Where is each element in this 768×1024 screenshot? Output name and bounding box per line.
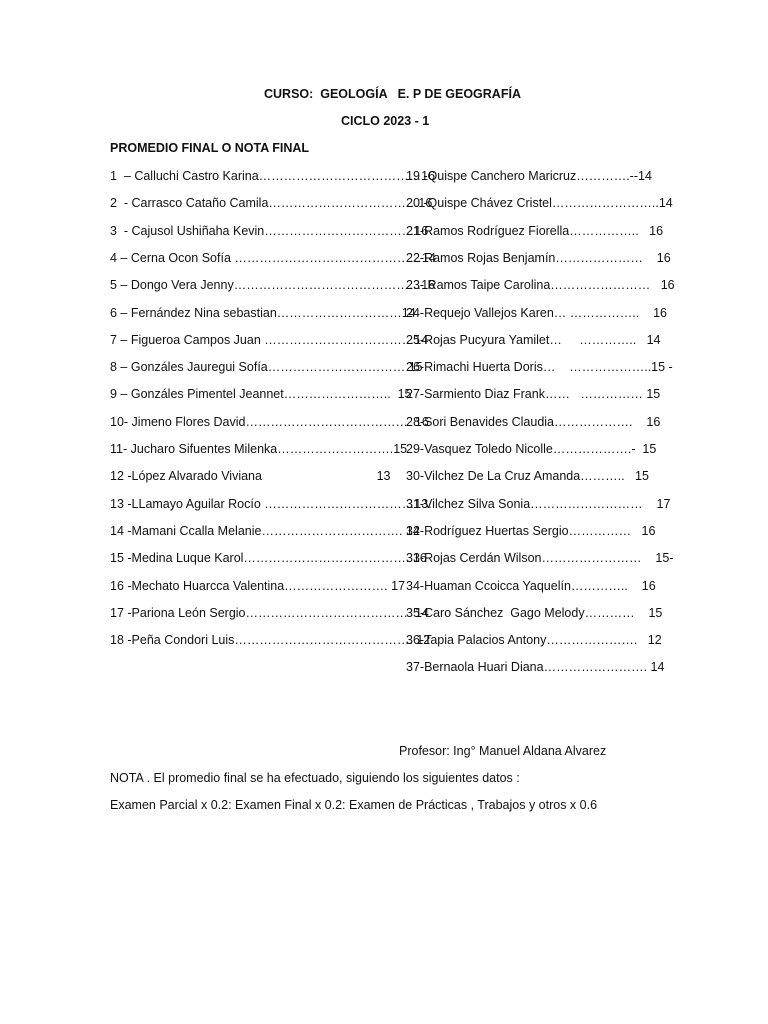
grade-entry: 22-Ramos Rojas Benjamín………………… 16 xyxy=(406,250,671,265)
grade-entry: 15 -Medina Luque Karol…………………………………. 16 xyxy=(110,551,427,566)
grade-entry: 1 – Calluchi Castro Karina…………………………………16 xyxy=(110,169,436,183)
grade-entry: 18 -Peña Condori Luis……………………………………. 12 xyxy=(110,633,431,648)
grade-entry: 30-Vilchez De La Cruz Amanda……….. 15 xyxy=(406,469,649,484)
grade-entry: 2 - Carrasco Cataño Camila………………………………16 xyxy=(110,196,433,211)
grade-entry: 36-Tapia Palacios Antony…………………. 12 xyxy=(406,633,662,648)
grade-entry: 12 -López Alvarado Viviana 13 xyxy=(110,469,391,484)
grade-entry: 21-Ramos Rodríguez Fiorella…………….. 16 xyxy=(406,223,664,238)
grade-entry: 37-Bernaola Huari Diana……………………. 14 xyxy=(406,660,665,675)
grade-formula: Examen Parcial x 0.2: Examen Final x 0.2: Examen de Prácticas , Trabajos y otros x 0.6 xyxy=(110,798,598,812)
grade-entry: 4 – Cerna Ocon Sofía ………………………………………14 xyxy=(110,250,436,265)
grade-entry: 31-Vilchez Silva Sonia……………………… 17 xyxy=(406,496,671,511)
grade-entry: 24-Requejo Vallejos Karen… …………….. 16 xyxy=(406,305,667,320)
grade-entry: 28-Sori Benavides Claudia………………. 16 xyxy=(406,414,661,429)
grade-entry: 7 – Figueroa Campos Juan ………………………………14 xyxy=(110,332,429,347)
grade-entry: 6 – Fernández Nina sebastian…………………………14 xyxy=(110,305,416,320)
professor-name: Profesor: Ing° Manuel Aldana Alvarez xyxy=(399,744,607,758)
grade-entry: 14 -Mamani Ccalla Melanie……………………………. 14 xyxy=(110,523,420,538)
grade-entry: 35-Caro Sánchez Gago Melody………… 15 xyxy=(406,605,663,620)
section-title: PROMEDIO FINAL O NOTA FINAL xyxy=(110,141,310,155)
grade-entry: 29-Vasquez Toledo Nicolle……………….- 15 xyxy=(406,442,657,456)
grade-entry: 11- Jucharo Sifuentes Milenka……………………….15 xyxy=(110,442,408,456)
cycle-heading: CICLO 2023 - 1 xyxy=(341,114,430,128)
grade-entry: 25-Rojas Pucyura Yamilet… ………….. 14 xyxy=(406,332,661,347)
grade-entry: 3 - Cajusol Ushiñaha Kevin………………………………16 xyxy=(110,223,429,238)
grade-entry: 33-Rojas Cerdán Wilson…………………… 15- xyxy=(406,551,674,566)
grade-entry: 10- Jimeno Flores David………………………………… 16 xyxy=(110,414,429,429)
grade-note: NOTA . El promedio final se ha efectuado, siguiendo los siguientes datos : xyxy=(110,771,520,785)
grade-entry: 20 -Quispe Chávez Cristel……………………..14 xyxy=(406,196,673,211)
grade-entry: 16 -Mechato Huarcca Valentina……………………. 17 xyxy=(110,578,406,593)
course-heading: CURSO: GEOLOGÍA E. P DE GEOGRAFÍA xyxy=(264,87,521,101)
grade-entry: 23- Ramos Taipe Carolina…………………… 16 xyxy=(406,278,675,293)
grade-entry: 19 -Quispe Canchero Maricruz………….--14 xyxy=(406,169,652,183)
grade-entry: 26-Rimachi Huerta Doris… ………………..15 - xyxy=(406,360,673,375)
grade-entry: 13 -LLamayo Aguilar Rocío ………………………………13. xyxy=(110,496,432,511)
grade-entry: 32-Rodríguez Huertas Sergio…………… 16 xyxy=(406,523,656,538)
grade-entry: 9 – Gonzáles Pimentel Jeannet…………………….. 15 xyxy=(110,387,412,402)
grade-entry: 34-Huaman Ccoicca Yaquelín………….. 16 xyxy=(406,578,656,593)
grade-entry: 17 -Pariona León Sergio………………………………… 14 xyxy=(110,605,429,620)
grade-entry: 8 – Gonzáles Jauregui Sofía…………………………… 15 xyxy=(110,360,423,375)
grade-entry: 27-Sarmiento Diaz Frank…… …………… 15 xyxy=(406,387,661,402)
grade-entry: 5 – Dongo Vera Jenny………………………………………16 xyxy=(110,278,436,293)
